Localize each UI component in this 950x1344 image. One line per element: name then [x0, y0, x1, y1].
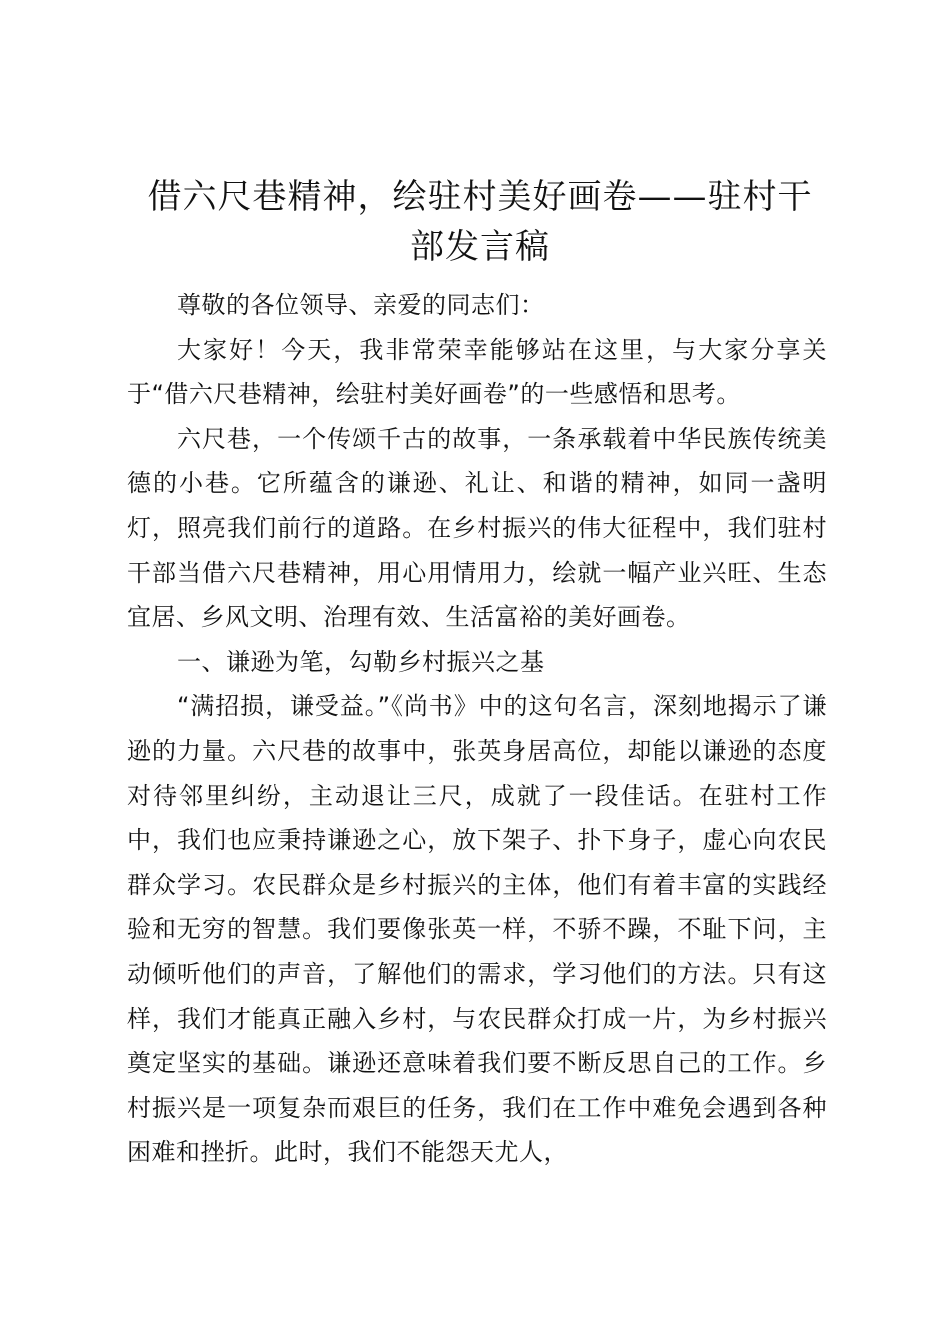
section-1-paragraph: “满招损，谦受益。”《尚书》中的这句名言，深刻地揭示了谦逊的力量。六尺巷的故事中，张英身居高位，却能以谦逊的态度对待邻里纠纷，主动退让三尺，成就了一段佳话。在驻村工作中，我们也应秉持谦逊之心，放下架子、扑下身子，虚心向农民群众学习。农民群众是乡村振兴的主体，他们有着丰富的实践经验和无穷的智慧。我们要像张英一样，不骄不躁，不耻下问，主动倾听他们的声音，了解他们的需求，学习他们的方法。只有这样，我们才能真正融入乡村，与农民群众打成一片，为乡村振兴奠定坚实的基础。谦逊还意味着我们要不断反思自己的工作。乡村振兴是一项复杂而艰巨的任务，我们在工作中难免会遇到各种困难和挫折。此时，我们不能怨天尤人，	[127, 692, 827, 1167]
section-heading-1: 一、谦逊为笔，勾勒乡村振兴之基	[177, 647, 545, 676]
title-line-1: 借六尺巷精神，绘驻村美好画卷——驻村干	[147, 177, 813, 217]
paragraph-greeting: 大家好！今天，我非常荣幸能够站在这里，与大家分享关于“借六尺巷精神，绘驻村美好画卷”的一些感悟和思考。	[127, 335, 827, 409]
document-body	[127, 283, 827, 1175]
title-line-2: 部发言稿	[410, 227, 550, 267]
paragraph-six-foot-alley: 六尺巷，一个传颂千古的故事，一条承载着中华民族传统美德的小巷。它所蕴含的谦逊、礼让、和谐的精神，如同一盏明灯，照亮我们前行的道路。在乡村振兴的伟大征程中，我们驻村干部当借六尺巷精神，用心用情用力，绘就一幅产业兴旺、生态宜居、乡风文明、治理有效、生活富裕的美好画卷。	[127, 424, 827, 632]
document-title	[120, 172, 840, 272]
salutation: 尊敬的各位领导、亲爱的同志们：	[177, 291, 545, 319]
